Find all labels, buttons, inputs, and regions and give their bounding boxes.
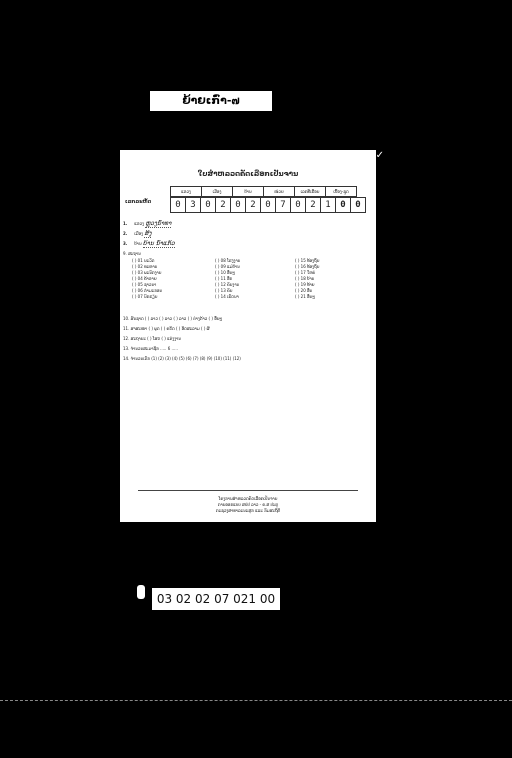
archive-stamp-number: 03 02 02 07 021 00 bbox=[152, 588, 280, 610]
option: ( ) 13 ຄັນ bbox=[215, 288, 233, 293]
option: ( ) 10 ອື່ນໆ bbox=[215, 270, 235, 275]
code-digit: 0 bbox=[260, 197, 275, 213]
code-headers bbox=[170, 186, 357, 197]
option-column bbox=[215, 258, 240, 300]
lower-row: 10. ສັນຊາດ ( ) ລາວ ( ) ລາວ ( ) ລາວ ( ) ຕ່າງດ້າວ ( ) ອື່ນໆ bbox=[123, 316, 223, 321]
option: ( ) 11 ອີ່ກ bbox=[215, 276, 233, 281]
code-digit: 3 bbox=[185, 197, 200, 213]
option: ( ) 06 ກຳມະກອນ bbox=[132, 288, 163, 293]
option: ( ) 02 ທະຫານ bbox=[132, 264, 158, 269]
film-edge-line bbox=[0, 700, 512, 703]
code-header: ເມືອງ bbox=[201, 186, 232, 197]
code-digit: 2 bbox=[305, 197, 320, 213]
code-digit: 0 bbox=[350, 197, 366, 213]
option: ( ) 07 ນັກຮຽນ bbox=[132, 294, 158, 299]
code-digit: 1 bbox=[320, 197, 335, 213]
lower-row: 12. ສະຖານະ ( ) ໂສດ ( ) ແຕ່ງງານ bbox=[123, 336, 181, 341]
option: ( ) 08 ໂຮງງານ bbox=[215, 258, 241, 263]
lower-row: 14. ຈຳນວນເດັກ (1) (2) (3) (4) (5) (6) (7) (8) (9) (10) (11) (12) bbox=[123, 356, 241, 361]
code-header: ໜ່ວຍ bbox=[263, 186, 294, 197]
form-footer bbox=[120, 496, 376, 514]
form-title: ໃບສຳຫລວດຄັດເລືອກເປັນຈານ bbox=[197, 170, 299, 178]
option: ( ) 17 ໃຫຍ່ bbox=[295, 270, 316, 275]
row-number: 1. bbox=[123, 221, 128, 226]
row-label: ເມືອງ bbox=[134, 231, 144, 236]
check-mark: ✓ bbox=[375, 150, 384, 161]
code-digit: 0 bbox=[335, 197, 350, 213]
row-number: 3. bbox=[123, 241, 128, 246]
row-number: 2. bbox=[123, 231, 128, 236]
code-digit: 0 bbox=[290, 197, 305, 213]
section-9-heading: 9. ສະຖານ bbox=[123, 251, 141, 256]
code-label: ເລກລະຫັດ bbox=[125, 199, 152, 205]
footer-line: ກະຊວງສາທາລະນະສຸກ ແລະ ກົມສະຖິຕິ bbox=[215, 508, 281, 513]
film-mark bbox=[137, 585, 145, 599]
option: ( ) 14 ເຮັດນາ bbox=[215, 294, 239, 299]
option: ( ) 19 ທ້າຍ bbox=[295, 282, 315, 287]
row-label: ແຂວງ bbox=[134, 221, 145, 226]
row-label: ບ້ານ bbox=[134, 241, 142, 246]
option-column bbox=[132, 258, 162, 300]
row-value: ບ້ານ ນ້ຳແກ້ວ bbox=[142, 240, 175, 247]
option: ( ) 01 ນະວັດ bbox=[132, 258, 155, 263]
option: ( ) 18 ບ້ານ bbox=[295, 276, 315, 281]
footer-line: ການອອກແບບ ສປປ ລາວ - ຄ.ສ ປະຕູ bbox=[217, 502, 279, 507]
option-column bbox=[295, 258, 319, 300]
code-header: ເລກທີ່ເຮືອນ bbox=[294, 186, 325, 197]
option: ( ) 16 ທ້ອງຖິ່ນ bbox=[295, 264, 320, 269]
form-row bbox=[123, 220, 370, 228]
lower-row: 13. ຈຳນວນສະມາຊິກ ..... 6 ..... bbox=[123, 346, 178, 351]
code-digit: 2 bbox=[245, 197, 260, 213]
option: ( ) 15 ທ້ອງຖິ່ນ bbox=[295, 258, 320, 263]
code-digit: 0 bbox=[200, 197, 215, 213]
code-digit: 0 bbox=[230, 197, 245, 213]
option: ( ) 21 ອື່ນໆ bbox=[295, 294, 315, 299]
option: ( ) 03 ພະນັກງານ bbox=[132, 270, 162, 275]
code-digit: 2 bbox=[215, 197, 230, 213]
option: ( ) 09 ແມ່ບ້ານ bbox=[215, 264, 240, 269]
code-header: ແຂວງ bbox=[170, 186, 201, 197]
option: ( ) 05 ຊາວນາ bbox=[132, 282, 157, 287]
row-value: ສິງ bbox=[144, 230, 152, 237]
form-row bbox=[123, 240, 370, 248]
survey-form-page bbox=[120, 150, 384, 522]
code-header: ເບື້ອງ-ຊຸດ bbox=[325, 186, 357, 197]
lower-row: 11. ສາສະໜາ ( ) ພຸດ ( ) ຄຣິດ ( ) ອິດສະລາມ ( ) ຜີ bbox=[123, 326, 210, 331]
option: ( ) 12 ຄົນງານ bbox=[215, 282, 240, 287]
footer-line: ໂຄງການສຳຫລວດຄັດເລືອກເປັນຈານ bbox=[218, 496, 278, 501]
code-header: ບ້ານ bbox=[232, 186, 263, 197]
option: ( ) 20 ອື່ນ bbox=[295, 288, 313, 293]
form-row bbox=[123, 230, 370, 238]
code-digit: 7 bbox=[275, 197, 290, 213]
option: ( ) 04 ຄ້າຂາຍ bbox=[132, 276, 157, 281]
footer-divider bbox=[138, 490, 358, 491]
archive-header-label: ຍ້າຍເກົ່າ-๗ bbox=[150, 91, 272, 111]
code-boxes bbox=[170, 197, 366, 213]
row-value: ຫຼວງນ້ຳທາ bbox=[145, 220, 172, 227]
code-digit: 0 bbox=[170, 197, 185, 213]
